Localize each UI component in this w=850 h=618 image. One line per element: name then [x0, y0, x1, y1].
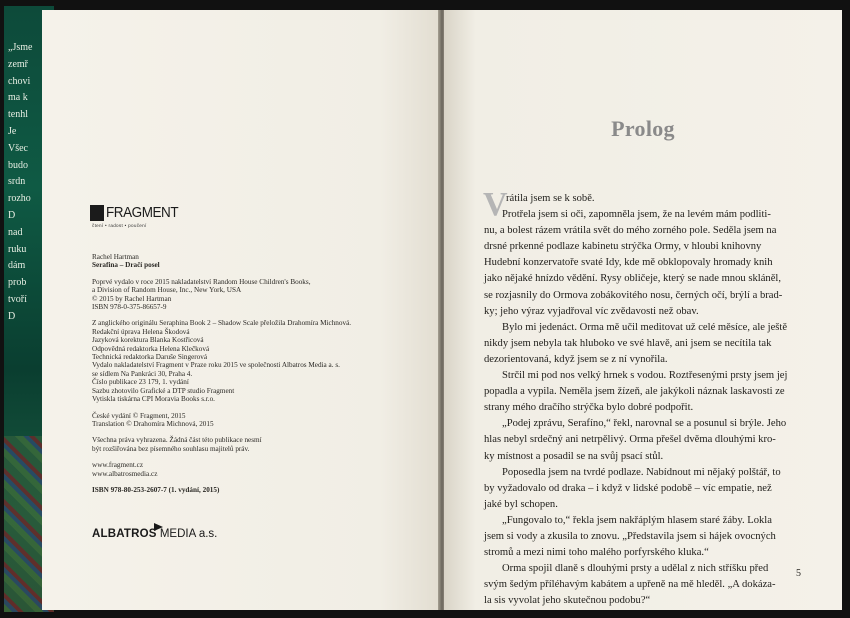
body-line: ky místnost a posadil se na svůj psací stůl.	[484, 450, 664, 462]
imprint-line: se sídlem Na Pankráci 30, Praha 4.	[92, 369, 193, 378]
imprint-gap	[92, 404, 392, 412]
body-line: Hudební konzervatoře svaté Idy, kde mě obklopovaly hromady knih	[484, 257, 773, 269]
imprint-line: Vydalo nakladatelství Fragment v Praze roku 2015 ve společnosti Albatros Media a. s.	[92, 361, 340, 370]
chapter-body-text	[484, 191, 806, 609]
body-line: Orma spojil dlaně s dlouhými prsty a udělal z nich stříšku před	[502, 563, 769, 575]
publisher-name-bold: ALBATROS	[92, 528, 157, 540]
body-line: se rozjasnily do Ormova zobákovitého nosu, černých očí, brýlí a brad-	[484, 289, 783, 301]
body-line: jako nějaké hnízdo vědění. Rysy obličeje, který se nade mnou skláněl,	[484, 273, 781, 285]
fragment-logo	[90, 203, 200, 233]
imprint-line: ISBN 978-80-253-2607-7 (1. vydání, 2015)	[92, 485, 220, 494]
imprint-gap	[92, 270, 392, 278]
drop-cap: V	[483, 186, 508, 223]
cover-text-line: dám	[8, 260, 26, 272]
cover-text-line: Je	[8, 125, 17, 137]
cover-text-line: srdn	[8, 176, 26, 188]
imprint-gap	[92, 311, 392, 319]
cover-text-line: zemř	[8, 58, 28, 70]
imprint-line: Všechna práva vyhrazena. Žádná část této publikace nesmí	[92, 436, 262, 445]
body-line: strany mého dračího strýčka bylo dobré podpořit.	[484, 402, 694, 414]
body-line: drsné prkenné podlaze kabinetu strýčka Ormy, v hloubi knihovny	[484, 241, 762, 253]
page-number: 5	[796, 568, 801, 579]
body-line: „Podej zprávu, Serafíno,“ řekl, narovnal se a posunul si brýle. Jeho	[502, 418, 787, 430]
imprint-line: Rachel Hartman	[92, 253, 139, 261]
body-line: nikdy jsem nebyla tak hluboko ve své hlavě, ani jsem se necítila tak	[484, 337, 772, 349]
cover-text-line: D	[8, 310, 16, 322]
body-line: Strčil mi pod nos velký hrnek s vodou. Roztřesenými prsty jsem jej	[502, 370, 788, 382]
cover-text-line: chovi	[8, 75, 31, 87]
imprint-line: © 2015 by Rachel Hartman	[92, 294, 172, 303]
body-line: popadla a vypila. Neměla jsem žízeň, ale jakýkoli náznak laskavosti ze	[484, 386, 785, 398]
publisher-name-rest: MEDIA a.s.	[156, 528, 218, 540]
body-line: dezorientovaná, když jsem se z ní vynořila.	[484, 353, 668, 365]
imprint-gap	[92, 478, 392, 486]
imprint-gap	[92, 453, 392, 461]
imprint-line: Redakční úprava Helena Škodová	[92, 327, 190, 336]
cover-text-line: prob	[8, 277, 27, 289]
body-line: hlas nebyl srdečný ani netrpělivý. Orma přešel dvěma dlouhými kro-	[484, 434, 776, 446]
imprint-line: Vytiskla tiskárna CPI Moravia Books s.r.o.	[92, 395, 215, 404]
cover-text-line: ma k	[8, 92, 28, 104]
imprint-line: www.fragment.cz	[92, 461, 144, 470]
fragment-logo-word: FRAGMENT	[106, 204, 179, 221]
body-line: la sis vyvolat jeho skutečnou podobu?“	[484, 595, 651, 607]
cover-text-line: ruku	[8, 243, 27, 255]
imprint-line: České vydání © Fragment, 2015	[92, 411, 186, 420]
imprint-line: Poprvé vydalo v roce 2015 nakladatelství Random House Children's Books,	[92, 277, 311, 286]
imprint-line: být rozšiřována bez písemného souhlasu majitelů práv.	[92, 444, 250, 453]
body-line: nu, a bolest rázem vrátila svět do mého zorného pole. Seděla jsem na	[484, 225, 777, 237]
imprint-line: Číslo publikace 23 179, 1. vydání	[92, 378, 189, 387]
albatros-triangle-icon	[154, 523, 163, 531]
fragment-logo-mark-icon	[90, 205, 104, 221]
imprint-line: Odpovědná redaktorka Helena Klečková	[92, 344, 210, 353]
body-line: by vyžadovalo od draka – i když v lidské podobě – víc empatie, než	[484, 482, 772, 494]
cover-text-line: tvoří	[8, 293, 27, 305]
cover-text-line: budo	[8, 159, 28, 171]
imprint-line: Technická redaktorka Daruše Singerová	[92, 353, 208, 362]
imprint-line: Sazbu zhotovilo Grafické a DTP studio Fragment	[92, 386, 235, 395]
imprint-line: www.albatrosmedia.cz	[92, 469, 158, 478]
body-line: ky; jeho výraz vyjadřoval víc zvědavosti než obav.	[484, 305, 699, 317]
body-line: jsem si vody a zkusila to znovu. „Představila jsem si hájek ovocných	[484, 530, 776, 542]
body-line: Bylo mi jedenáct. Orma mě učil meditovat už celé měsíce, ale ještě	[502, 321, 788, 333]
cover-text-line: D	[8, 209, 16, 221]
cover-text-line: „Jsme	[8, 42, 33, 53]
imprint-line: Translation © Drahomíra Michnová, 2015	[92, 419, 214, 428]
chapter-heading: Prolog	[611, 116, 675, 141]
body-line: Protřela jsem si oči, zapomněla jsem, že na levém mám podliti-	[502, 209, 771, 221]
body-line: „Fungovalo to,“ řekla jsem nakřáplým hlasem staré žáby. Lokla	[502, 514, 772, 526]
body-line: jaké byl schopen.	[484, 498, 558, 510]
cover-text-line: Všec	[8, 142, 28, 154]
fragment-logo-tagline: čtení • radost • poučení	[92, 223, 147, 228]
cover-text-line: nad	[8, 226, 23, 238]
body-line: rátila jsem se k sobě.	[506, 193, 595, 204]
cover-text-line: tenhl	[8, 109, 28, 121]
imprint-block	[92, 253, 392, 494]
imprint-line: Z anglického originálu Seraphina Book 2 – Shadow Scale přeložila Drahomíra Michnová.	[92, 319, 352, 328]
body-line: stromů a mezi nimi toho malého porfyrského kluka.“	[484, 547, 709, 559]
imprint-line: a Division of Random House, Inc., New York, USA	[92, 286, 242, 295]
cover-text-line: rozho	[8, 193, 31, 205]
imprint-line: Jazyková korektura Blanka Kostřicová	[92, 336, 204, 345]
imprint-line: ISBN 978-0-375-86657-9	[92, 303, 167, 312]
body-line: svým šedým příléhavým kabátem a upřeně na mě hleděl. „A dokáza-	[484, 579, 776, 591]
imprint-line: Serafina – Dračí posel	[92, 261, 160, 270]
body-line: Poposedla jsem na tvrdé podlaze. Nabídnout mi nějaký polštář, to	[502, 466, 781, 478]
